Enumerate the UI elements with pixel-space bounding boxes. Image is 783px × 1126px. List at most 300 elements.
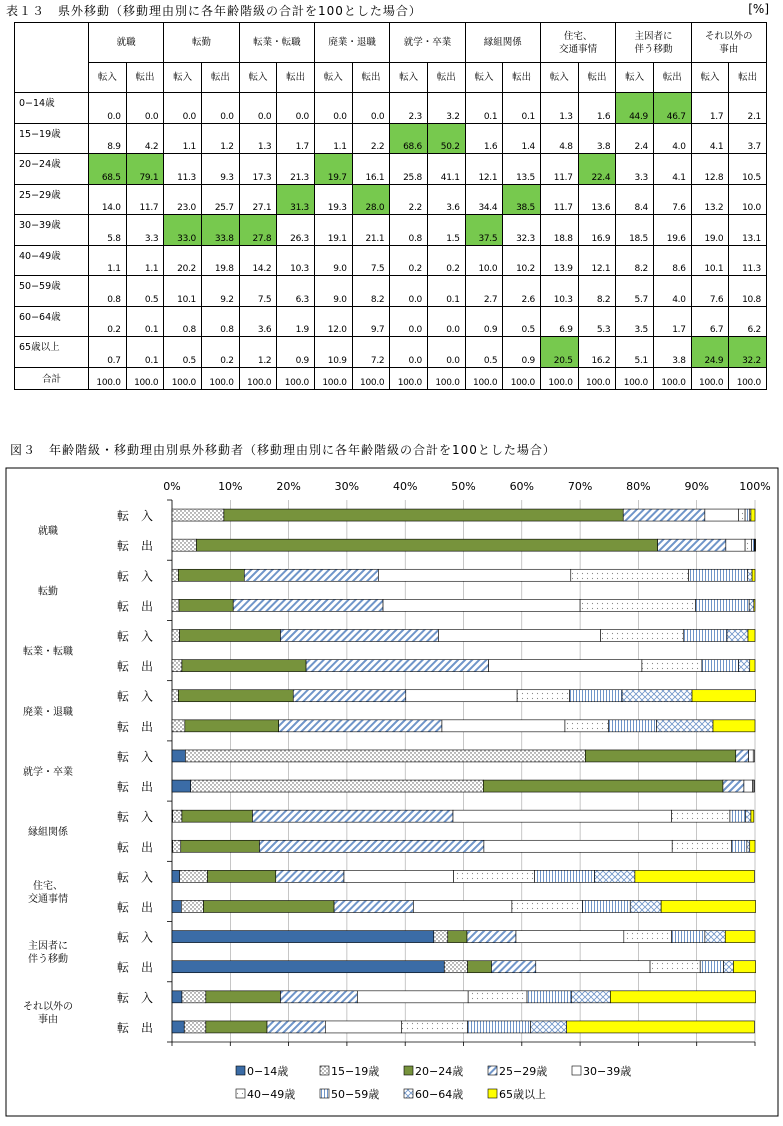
table-cell: 1.1 bbox=[89, 245, 127, 276]
table-cell: 2.3 bbox=[390, 93, 428, 124]
bar-segment bbox=[750, 660, 755, 672]
bar-segment bbox=[252, 810, 453, 822]
table-cell: 9.2 bbox=[201, 276, 239, 307]
bar-segment bbox=[172, 630, 180, 642]
total-cell: 100.0 bbox=[540, 367, 578, 389]
age-label: 60−64歳 bbox=[15, 306, 89, 337]
table-cell: 0.0 bbox=[390, 337, 428, 368]
legend-swatch bbox=[488, 1089, 497, 1098]
bar-segment bbox=[751, 509, 755, 521]
legend-swatch bbox=[320, 1089, 329, 1098]
table-cell: 1.7 bbox=[691, 93, 729, 124]
bar-segment bbox=[181, 840, 260, 852]
table-row bbox=[15, 123, 767, 154]
migration-table bbox=[14, 22, 767, 390]
bar-segment bbox=[383, 599, 580, 611]
bar-segment bbox=[672, 931, 705, 943]
reason-header: 主因者に 伴う移動 bbox=[616, 23, 691, 63]
table-cell: 10.0 bbox=[465, 245, 503, 276]
table-cell: 8.2 bbox=[578, 276, 616, 307]
bar-segment bbox=[489, 660, 642, 672]
bar-segment bbox=[172, 690, 178, 702]
reason-header: それ以外の 事由 bbox=[691, 23, 766, 63]
total-cell: 100.0 bbox=[164, 367, 202, 389]
bar-segment bbox=[172, 569, 178, 581]
x-tick-label: 70% bbox=[567, 480, 593, 493]
total-cell: 100.0 bbox=[126, 367, 164, 389]
table-cell: 5.3 bbox=[578, 306, 616, 337]
table-cell: 0.0 bbox=[201, 93, 239, 124]
total-cell: 100.0 bbox=[89, 367, 127, 389]
legend-swatch bbox=[320, 1066, 329, 1075]
bar-segment bbox=[580, 599, 695, 611]
bar-segment bbox=[754, 599, 755, 611]
table-row bbox=[15, 215, 767, 246]
table-cell: 34.4 bbox=[465, 184, 503, 215]
table-cell: 0.0 bbox=[352, 93, 390, 124]
bar-segment bbox=[610, 991, 755, 1003]
table-cell: 3.3 bbox=[616, 154, 654, 185]
table-cell: 31.3 bbox=[277, 184, 315, 215]
table-cell: 11.3 bbox=[164, 154, 202, 185]
table-cell: 10.9 bbox=[314, 337, 352, 368]
bar-segment bbox=[749, 750, 754, 762]
bar-segment bbox=[570, 690, 622, 702]
bar-segment bbox=[454, 870, 535, 882]
table-cell: 18.8 bbox=[540, 215, 578, 246]
table-cell: 4.8 bbox=[540, 123, 578, 154]
table-cell: 0.8 bbox=[201, 306, 239, 337]
group-label: それ以外の事由 bbox=[23, 1001, 73, 1026]
table-cell: 13.1 bbox=[729, 215, 767, 246]
bar-segment bbox=[402, 1021, 468, 1033]
bar-segment bbox=[206, 1021, 267, 1033]
table-cell: 3.7 bbox=[729, 123, 767, 154]
bar-segment bbox=[733, 961, 755, 973]
bar-segment bbox=[357, 991, 468, 1003]
table-cell: 13.2 bbox=[691, 184, 729, 215]
legend-label: 0−14歳 bbox=[247, 1065, 289, 1078]
table-cell: 9.7 bbox=[352, 306, 390, 337]
bar-segment bbox=[267, 1021, 325, 1033]
reason-header: 転業・転職 bbox=[239, 23, 314, 63]
bar-segment bbox=[181, 901, 203, 913]
age-label: 65歳以上 bbox=[15, 337, 89, 368]
bar-segment bbox=[378, 569, 570, 581]
bar-segment bbox=[172, 991, 182, 1003]
bar-segment bbox=[700, 961, 723, 973]
table-cell: 0.2 bbox=[89, 306, 127, 337]
reason-header: 廃業・退職 bbox=[314, 23, 389, 63]
table-cell: 8.2 bbox=[352, 276, 390, 307]
in-header: 転入 bbox=[691, 63, 729, 93]
bar-segment bbox=[483, 780, 723, 792]
table-title: 表１３ 県外移動（移動理由別に各年齢階級の合計を100とした場合） bbox=[6, 4, 422, 18]
table-cell: 0.8 bbox=[89, 276, 127, 307]
bar-segment bbox=[438, 630, 600, 642]
table-cell: 7.6 bbox=[653, 184, 691, 215]
bar-segment bbox=[696, 599, 750, 611]
bar-segment bbox=[180, 870, 208, 882]
total-cell: 100.0 bbox=[616, 367, 654, 389]
bar-label-out: 転 出 bbox=[116, 659, 154, 674]
bar-segment bbox=[723, 780, 744, 792]
out-header: 転出 bbox=[729, 63, 767, 93]
table-cell: 25.7 bbox=[201, 184, 239, 215]
table-cell: 14.0 bbox=[89, 184, 127, 215]
bar-segment bbox=[736, 750, 749, 762]
table-cell: 19.6 bbox=[653, 215, 691, 246]
table-cell: 0.5 bbox=[465, 337, 503, 368]
in-header: 転入 bbox=[164, 63, 202, 93]
bar-segment bbox=[182, 660, 306, 672]
in-header: 転入 bbox=[239, 63, 277, 93]
x-tick-label: 50% bbox=[451, 480, 476, 493]
table-cell: 0.8 bbox=[390, 215, 428, 246]
table-cell: 0.1 bbox=[465, 93, 503, 124]
table-cell: 3.8 bbox=[653, 337, 691, 368]
table-cell: 44.9 bbox=[616, 93, 654, 124]
bar-segment bbox=[747, 840, 750, 852]
x-tick-label: 60% bbox=[509, 480, 535, 493]
bar-segment bbox=[745, 539, 751, 551]
age-label: 0−14歳 bbox=[15, 93, 89, 124]
legend-label: 25−29歳 bbox=[499, 1065, 548, 1078]
age-label: 25−29歳 bbox=[15, 184, 89, 215]
table-cell: 12.8 bbox=[691, 154, 729, 185]
table-cell: 4.0 bbox=[653, 123, 691, 154]
total-cell: 100.0 bbox=[691, 367, 729, 389]
bar-label-in: 転 入 bbox=[116, 990, 154, 1005]
table-cell: 68.5 bbox=[89, 154, 127, 185]
bar-segment bbox=[491, 961, 535, 973]
bar-segment bbox=[739, 660, 750, 672]
bar-label-out: 転 出 bbox=[116, 780, 154, 795]
table-cell: 38.5 bbox=[503, 184, 541, 215]
bar-segment bbox=[683, 630, 727, 642]
total-cell: 100.0 bbox=[352, 367, 390, 389]
table-cell: 25.8 bbox=[390, 154, 428, 185]
bar-segment bbox=[746, 810, 751, 822]
legend-label: 30−39歳 bbox=[583, 1065, 632, 1078]
bar-segment bbox=[535, 870, 595, 882]
table-cell: 4.2 bbox=[126, 123, 164, 154]
reason-header: 就職 bbox=[89, 23, 164, 63]
out-header: 転出 bbox=[277, 63, 315, 93]
table-cell: 5.8 bbox=[89, 215, 127, 246]
x-tick-label: 90% bbox=[684, 480, 709, 493]
bar-segment bbox=[567, 1021, 755, 1033]
table-cell: 27.8 bbox=[239, 215, 277, 246]
age-label: 50−59歳 bbox=[15, 276, 89, 307]
table-cell: 9.3 bbox=[201, 154, 239, 185]
table-cell: 0.7 bbox=[89, 337, 127, 368]
bar-segment bbox=[413, 901, 512, 913]
bar-segment bbox=[344, 870, 454, 882]
table-cell: 33.8 bbox=[201, 215, 239, 246]
table-cell: 0.0 bbox=[427, 337, 465, 368]
bar-segment bbox=[180, 630, 281, 642]
table-cell: 0.0 bbox=[164, 93, 202, 124]
table-row bbox=[15, 184, 767, 215]
table-cell: 10.3 bbox=[277, 245, 315, 276]
table-cell: 0.5 bbox=[164, 337, 202, 368]
group-label: 転勤 bbox=[38, 586, 58, 598]
table-cell: 5.7 bbox=[616, 276, 654, 307]
bar-segment bbox=[453, 810, 672, 822]
bar-segment bbox=[179, 599, 233, 611]
bar-label-in: 転 入 bbox=[116, 810, 154, 825]
bar-segment bbox=[306, 660, 488, 672]
table-cell: 7.5 bbox=[352, 245, 390, 276]
table-cell: 33.0 bbox=[164, 215, 202, 246]
bar-segment bbox=[172, 599, 179, 611]
x-tick-label: 0% bbox=[163, 480, 181, 493]
total-cell: 100.0 bbox=[427, 367, 465, 389]
age-label: 15−19歳 bbox=[15, 123, 89, 154]
table-cell: 4.1 bbox=[691, 123, 729, 154]
out-header: 転出 bbox=[653, 63, 691, 93]
table-corner bbox=[15, 23, 89, 93]
table-cell: 3.6 bbox=[239, 306, 277, 337]
table-cell: 0.5 bbox=[503, 306, 541, 337]
table-cell: 1.2 bbox=[239, 337, 277, 368]
bar-segment bbox=[748, 630, 755, 642]
bar-segment bbox=[750, 840, 755, 852]
bar-segment bbox=[754, 780, 755, 792]
bar-label-out: 転 出 bbox=[116, 539, 154, 554]
bar-label-in: 転 入 bbox=[116, 870, 154, 885]
bar-segment bbox=[233, 599, 383, 611]
bar-segment bbox=[208, 870, 276, 882]
table-row bbox=[15, 154, 767, 185]
bar-segment bbox=[244, 569, 378, 581]
table-cell: 3.5 bbox=[616, 306, 654, 337]
bar-segment bbox=[527, 991, 571, 1003]
table-cell: 12.1 bbox=[578, 245, 616, 276]
age-label: 20−24歳 bbox=[15, 154, 89, 185]
bar-segment bbox=[293, 690, 406, 702]
table-cell: 1.3 bbox=[540, 93, 578, 124]
table-cell: 8.6 bbox=[653, 245, 691, 276]
group-label: 縁組関係 bbox=[28, 827, 68, 839]
bar-segment bbox=[727, 630, 748, 642]
table-unit: [%] bbox=[748, 2, 769, 16]
table-cell: 3.8 bbox=[578, 123, 616, 154]
bar-segment bbox=[656, 720, 713, 732]
bar-segment bbox=[173, 840, 181, 852]
table-cell: 1.6 bbox=[465, 123, 503, 154]
bar-segment bbox=[172, 780, 191, 792]
bar-segment bbox=[635, 870, 755, 882]
bar-label-out: 転 出 bbox=[116, 1020, 154, 1035]
reason-header: 就学・卒業 bbox=[390, 23, 465, 63]
table-cell: 1.1 bbox=[314, 123, 352, 154]
table-cell: 37.5 bbox=[465, 215, 503, 246]
table-cell: 1.6 bbox=[578, 93, 616, 124]
x-tick-label: 30% bbox=[334, 480, 360, 493]
bar-segment bbox=[191, 780, 484, 792]
bar-segment bbox=[279, 720, 442, 732]
table-cell: 6.7 bbox=[691, 306, 729, 337]
table-cell: 6.9 bbox=[540, 306, 578, 337]
bar-segment bbox=[744, 780, 753, 792]
in-header: 転入 bbox=[616, 63, 654, 93]
table-cell: 11.7 bbox=[540, 154, 578, 185]
x-tick-label: 40% bbox=[392, 480, 418, 493]
table-cell: 3.2 bbox=[427, 93, 465, 124]
table-cell: 9.0 bbox=[314, 276, 352, 307]
table-cell: 2.2 bbox=[352, 123, 390, 154]
total-cell: 100.0 bbox=[465, 367, 503, 389]
table-cell: 12.0 bbox=[314, 306, 352, 337]
legend-label: 65歳以上 bbox=[499, 1088, 546, 1101]
table-cell: 6.2 bbox=[729, 306, 767, 337]
table-cell: 46.7 bbox=[653, 93, 691, 124]
table-cell: 11.7 bbox=[540, 184, 578, 215]
bar-segment bbox=[203, 901, 334, 913]
bar-segment bbox=[747, 569, 752, 581]
table-cell: 0.2 bbox=[201, 337, 239, 368]
table-cell: 3.3 bbox=[126, 215, 164, 246]
bar-segment bbox=[752, 539, 755, 551]
legend-label: 40−49歳 bbox=[247, 1088, 296, 1101]
bar-segment bbox=[642, 660, 702, 672]
legend-swatch bbox=[404, 1089, 413, 1098]
table-cell: 16.9 bbox=[578, 215, 616, 246]
bar-segment bbox=[692, 690, 756, 702]
table-cell: 2.7 bbox=[465, 276, 503, 307]
bar-segment bbox=[672, 840, 731, 852]
bar-segment bbox=[516, 931, 624, 943]
table-cell: 0.0 bbox=[314, 93, 352, 124]
bar-segment bbox=[751, 810, 754, 822]
bar-segment bbox=[172, 720, 185, 732]
table-cell: 20.2 bbox=[164, 245, 202, 276]
group-label: 廃業・退職 bbox=[23, 706, 73, 718]
table-cell: 0.1 bbox=[503, 93, 541, 124]
bar-label-out: 転 出 bbox=[116, 840, 154, 855]
bar-segment bbox=[753, 750, 754, 762]
bar-segment bbox=[206, 991, 281, 1003]
bar-segment bbox=[178, 569, 244, 581]
table-cell: 23.0 bbox=[164, 184, 202, 215]
out-header: 転出 bbox=[352, 63, 390, 93]
table-cell: 13.6 bbox=[578, 184, 616, 215]
table-cell: 0.0 bbox=[390, 276, 428, 307]
table-cell: 10.5 bbox=[729, 154, 767, 185]
bar-segment bbox=[184, 1021, 206, 1033]
table-cell: 17.3 bbox=[239, 154, 277, 185]
table-cell: 1.2 bbox=[201, 123, 239, 154]
legend-swatch bbox=[236, 1089, 245, 1098]
table-cell: 16.1 bbox=[352, 154, 390, 185]
bar-segment bbox=[185, 720, 279, 732]
bar-label-out: 転 出 bbox=[116, 719, 154, 734]
table-cell: 2.2 bbox=[390, 184, 428, 215]
table-cell: 0.0 bbox=[126, 93, 164, 124]
table-cell: 2.6 bbox=[503, 276, 541, 307]
legend-label: 60−64歳 bbox=[415, 1088, 464, 1101]
bar-segment bbox=[182, 991, 206, 1003]
table-cell: 8.9 bbox=[89, 123, 127, 154]
bar-segment bbox=[630, 901, 661, 913]
bar-segment bbox=[444, 961, 467, 973]
table-cell: 21.1 bbox=[352, 215, 390, 246]
bar-segment bbox=[172, 961, 444, 973]
out-header: 転出 bbox=[201, 63, 239, 93]
bar-segment bbox=[650, 961, 700, 973]
bar-segment bbox=[172, 870, 180, 882]
table-cell: 26.3 bbox=[277, 215, 315, 246]
bar-segment bbox=[172, 509, 224, 521]
reason-header: 転勤 bbox=[164, 23, 239, 63]
table-cell: 0.0 bbox=[239, 93, 277, 124]
legend-swatch bbox=[236, 1066, 245, 1075]
reason-header: 住宅、 交通事情 bbox=[540, 23, 615, 63]
table-cell: 68.6 bbox=[390, 123, 428, 154]
bar-segment bbox=[732, 840, 747, 852]
bar-segment bbox=[196, 539, 657, 551]
in-header: 転入 bbox=[390, 63, 428, 93]
bar-label-in: 転 入 bbox=[116, 509, 154, 524]
age-label: 40−49歳 bbox=[15, 245, 89, 276]
bar-label-out: 転 出 bbox=[116, 599, 154, 614]
table-cell: 4.1 bbox=[653, 154, 691, 185]
total-cell: 100.0 bbox=[277, 367, 315, 389]
bar-segment bbox=[182, 810, 253, 822]
bar-segment bbox=[172, 750, 185, 762]
stacked-bar-chart bbox=[0, 466, 783, 1118]
bar-segment bbox=[755, 539, 756, 551]
table-cell: 9.0 bbox=[314, 245, 352, 276]
bar-segment bbox=[585, 750, 735, 762]
total-row bbox=[15, 367, 767, 389]
bar-segment bbox=[536, 961, 650, 973]
bar-segment bbox=[622, 690, 692, 702]
table-cell: 11.3 bbox=[729, 245, 767, 276]
table-cell: 10.0 bbox=[729, 184, 767, 215]
table-cell: 0.5 bbox=[126, 276, 164, 307]
table-cell: 19.7 bbox=[314, 154, 352, 185]
table-cell: 6.3 bbox=[277, 276, 315, 307]
bar-segment bbox=[276, 870, 344, 882]
table-cell: 8.2 bbox=[616, 245, 654, 276]
bar-segment bbox=[571, 991, 610, 1003]
bar-segment bbox=[334, 901, 413, 913]
bar-segment bbox=[745, 509, 750, 521]
table-cell: 32.3 bbox=[503, 215, 541, 246]
bar-segment bbox=[172, 931, 434, 943]
group-label: 転業・転職 bbox=[23, 646, 73, 658]
bar-segment bbox=[571, 569, 689, 581]
table-cell: 0.1 bbox=[126, 306, 164, 337]
table-cell: 19.3 bbox=[314, 184, 352, 215]
table-cell: 7.5 bbox=[239, 276, 277, 307]
bar-segment bbox=[280, 630, 438, 642]
out-header: 転出 bbox=[427, 63, 465, 93]
bar-segment bbox=[702, 660, 739, 672]
table-cell: 19.1 bbox=[314, 215, 352, 246]
bar-label-in: 転 入 bbox=[116, 930, 154, 945]
reason-header: 縁組関係 bbox=[465, 23, 540, 63]
table-cell: 0.1 bbox=[126, 337, 164, 368]
total-cell: 100.0 bbox=[653, 367, 691, 389]
table-cell: 1.3 bbox=[239, 123, 277, 154]
table-cell: 14.2 bbox=[239, 245, 277, 276]
bar-segment bbox=[484, 840, 672, 852]
table-cell: 0.8 bbox=[164, 306, 202, 337]
